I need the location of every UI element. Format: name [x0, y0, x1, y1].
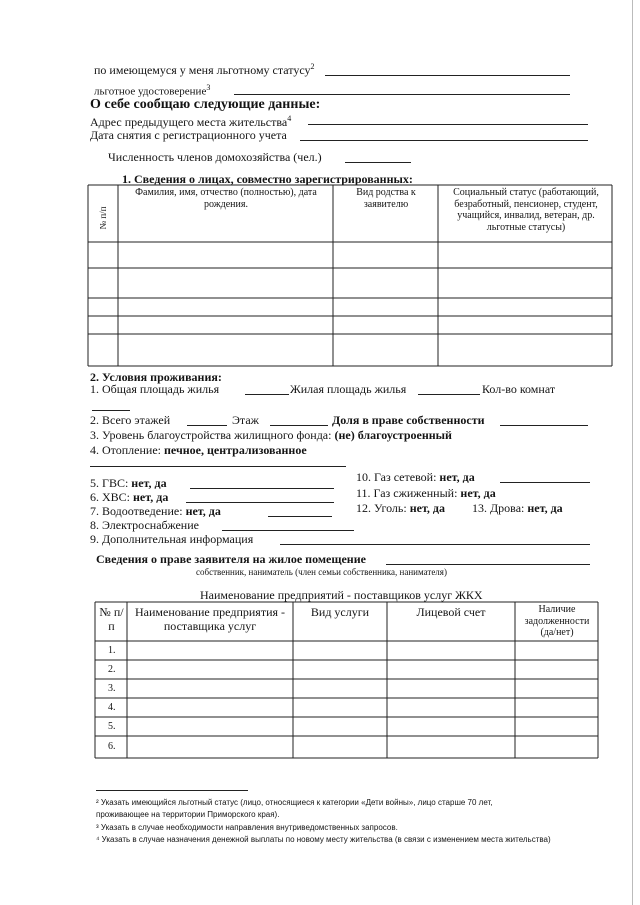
- ownership-label: Доля в праве собственности: [332, 413, 485, 427]
- sup-col-service: Вид услуги: [310, 605, 370, 619]
- section2-heading: 2. Условия проживания:: [90, 370, 222, 384]
- floors-field[interactable]: [187, 425, 227, 426]
- prev-address-label: Адрес предыдущего места жительства: [90, 115, 288, 129]
- sup-col-name: Наименование предприятия - поставщика услуг: [135, 605, 285, 633]
- sup-col-debt: Наличие задолженности (да/нет): [524, 604, 590, 638]
- cold-water-field[interactable]: [186, 502, 334, 503]
- gas-net-field[interactable]: [500, 482, 590, 483]
- col-name-header: Фамилия, имя, отчество (полностью), дата рождения.: [135, 187, 317, 210]
- prev-address-row: Адрес предыдущего места жительства$^4$: [90, 114, 292, 129]
- dereg-date-field[interactable]: [300, 140, 588, 141]
- gas-net-row: 10. Газ сетевой: нет, да: [356, 470, 475, 484]
- sup-col-num: № п/п: [99, 605, 124, 633]
- cold-water-value: нет, да: [133, 490, 169, 504]
- floor-label: Этаж: [232, 413, 259, 427]
- col-num-header: № п/п: [98, 206, 108, 230]
- hot-water-value: нет, да: [131, 476, 167, 490]
- wood-row: 13. Дрова: нет, да: [472, 501, 563, 515]
- footnote-2: ² Указать имеющийся льготный статус (лицо, относящиеся к категории «Дети войны», лицо старше 70 лет,: [96, 798, 493, 807]
- rooms-label: Кол-во комнат: [482, 382, 556, 396]
- sewage-value: нет, да: [185, 504, 221, 518]
- prev-address-field[interactable]: [308, 124, 588, 125]
- additional-field[interactable]: [280, 544, 590, 545]
- gas-liq-row: 11. Газ сжиженный: нет, да: [356, 486, 496, 500]
- gas-liq-value: нет, да: [460, 486, 496, 500]
- col-relation-header: Вид родства к заявителю: [356, 187, 416, 210]
- table-row: 6.: [108, 741, 116, 752]
- heating-label: 4. Отопление:: [90, 443, 161, 457]
- right-hint: собственник, наниматель (член семьи собственника, нанимателя): [196, 567, 447, 577]
- rooms-field[interactable]: [92, 410, 130, 411]
- total-area-label: 1. Общая площадь жилья: [90, 382, 220, 396]
- table-row: 2.: [108, 664, 116, 675]
- heating-row: [90, 443, 307, 458]
- amenity-label: 3. Уровень благоустройства жилищного фонда:: [90, 428, 332, 442]
- scan-edge: [632, 0, 633, 905]
- household-field[interactable]: [345, 162, 411, 163]
- cert-label-row: льготное удостоверение$^3$: [94, 83, 211, 98]
- suppliers-title: Наименование предприятий - поставщиков услуг ЖКХ: [200, 588, 483, 602]
- coal-row: 12. Уголь: нет, да: [356, 501, 446, 515]
- heating-field[interactable]: [90, 466, 346, 467]
- sewage-row: 7. Водоотведение: нет, да: [90, 504, 221, 518]
- status-label-row: по имеющемуся у меня льготному статусу$^2$: [94, 62, 315, 77]
- floors-label: 2. Всего этажей: [90, 413, 171, 427]
- right-field[interactable]: [386, 564, 590, 565]
- living-area-label: Жилая площадь жилья: [290, 382, 407, 396]
- footnote-3: ³ Указать в случае необходимости направления внутриведомственных запросов.: [96, 823, 398, 832]
- dereg-date-label: Дата снятия с регистрационного учета: [90, 128, 287, 142]
- table-row: 1.: [108, 645, 116, 656]
- coal-value: нет, да: [409, 501, 446, 515]
- col-status-header: Социальный статус (работающий, безработный, пенсионер, студент, учащийся, инвалид, ветеран, др. льготные статусы): [453, 187, 599, 233]
- table-row: 3.: [108, 683, 116, 694]
- heating-value: печное, централизованное: [164, 443, 307, 457]
- electricity-field[interactable]: [222, 530, 354, 531]
- status-field[interactable]: [325, 75, 570, 76]
- section1-heading: 1. Сведения о лицах, совместно зарегистрированных:: [122, 172, 413, 186]
- hot-water-row: 5. ГВС: нет, да: [90, 476, 167, 490]
- table-row: 5.: [108, 721, 116, 732]
- floor-field[interactable]: [270, 425, 328, 426]
- amenity-value: (не) благоустроенный: [334, 428, 452, 442]
- ownership-field[interactable]: [500, 425, 588, 426]
- footnote-2b: проживающее на территории Приморского края).: [96, 810, 280, 819]
- additional-label: 9. Дополнительная информация: [90, 532, 254, 546]
- living-area-field[interactable]: [418, 394, 480, 395]
- household-label: Численность членов домохозяйства (чел.): [108, 150, 322, 164]
- sewage-field[interactable]: [268, 516, 332, 517]
- cert-field[interactable]: [234, 94, 570, 95]
- wood-value: нет, да: [527, 501, 563, 515]
- amenity-row: [90, 428, 452, 443]
- table-row: 4.: [108, 702, 116, 713]
- total-area-field[interactable]: [245, 394, 289, 395]
- footnote-4: ⁴ Указать в случае назначения денежной выплаты по новому месту жительства (в связи с изменением места жительства): [96, 835, 551, 844]
- footnote-separator: [96, 790, 248, 791]
- right-heading: Сведения о праве заявителя на жилое помещение: [96, 552, 366, 566]
- electricity-label: 8. Электроснабжение: [90, 518, 199, 532]
- status-label: по имеющемуся у меня льготному статусу: [94, 63, 311, 77]
- hot-water-field[interactable]: [190, 488, 334, 489]
- gas-net-value: нет, да: [439, 470, 475, 484]
- cert-label: льготное удостоверение: [94, 85, 207, 98]
- about-heading: О себе сообщаю следующие данные:: [90, 97, 321, 112]
- sup-col-account: Лицевой счет: [416, 605, 486, 619]
- cold-water-row: 6. ХВС: нет, да: [90, 490, 169, 504]
